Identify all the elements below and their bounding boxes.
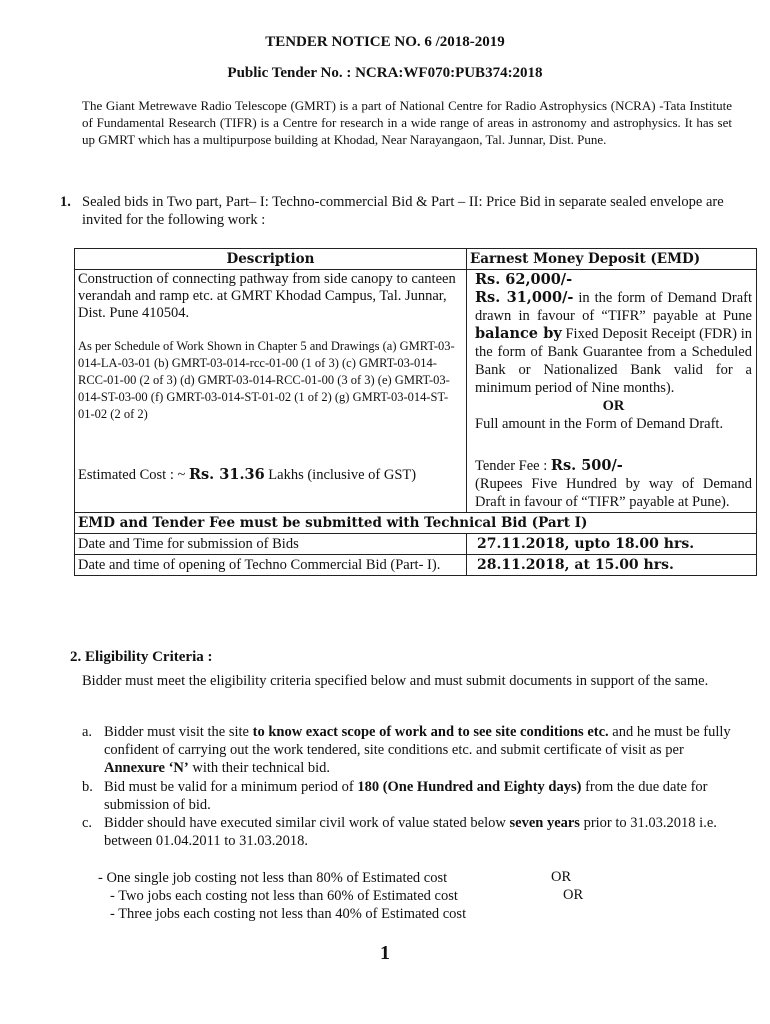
table-row (75, 270, 757, 513)
description-cell (75, 270, 467, 513)
estimated-cost-label: Estimated Cost : ~ (78, 467, 189, 483)
tender-fee-label: Tender Fee : (475, 458, 551, 474)
section-2-intro: Bidder must meet the eligibility criteria specified below and must submit documents in support of the same. (82, 673, 709, 689)
public-tender-number: Public Tender No. : NCRA:WF070:PUB374:2018 (227, 65, 543, 81)
section-1-number: 1. (60, 194, 71, 210)
criteria-text (104, 814, 740, 850)
criteria-text-part: Bidder should have executed similar civil work of value stated below (104, 815, 510, 831)
or-label: OR (563, 887, 584, 903)
table-row (75, 555, 757, 576)
section-2-number: 2 (70, 649, 78, 665)
opening-date-value: 28.11.2018, at 15.00 hrs. (467, 555, 757, 576)
table-header-row (75, 249, 757, 270)
section-2-heading (70, 649, 212, 666)
emd-submission-note: EMD and Tender Fee must be submitted with Technical Bid (Part I) (75, 513, 757, 534)
emd-cell (467, 270, 757, 513)
criteria-text-part: from the due date for submission of bid. (104, 779, 708, 813)
criteria-bold: 180 (One Hundred and Eighty days) (357, 779, 582, 795)
job-requirement: - Three jobs each costing not less than 40% of Estimated cost (110, 906, 467, 922)
tender-fee (475, 457, 752, 511)
emd-or: OR (602, 398, 625, 414)
job-requirement: - One single job costing not less than 80% of Estimated cost (98, 870, 448, 886)
emd-text-1: in the form of Demand Draft drawn in favour of “TIFR” payable at Pune (475, 290, 752, 324)
table-row (75, 513, 757, 534)
criteria-bold: seven years (509, 815, 580, 831)
work-description: Construction of connecting pathway from side canopy to canteen verandah and ramp etc. at GMRT Khodad Campus, Tal. Junnar, Dist. Pune 410504. (78, 271, 456, 321)
emd-text-2: Fixed Deposit Receipt (FDR) in the form of Bank Guarantee from a Scheduled Bank or Nationalized Bank valid for a minimum period of Nine months). (475, 326, 752, 396)
tender-table (74, 248, 757, 576)
page-number: 1 (380, 942, 390, 964)
criteria-label: a. (82, 724, 93, 740)
section-1-text: Sealed bids in Two part, Part– I: Techno-commercial Bid & Part – II: Price Bid in separate sealed envelope are invited for the following work : (82, 194, 724, 228)
criteria-text-part: prior to 31.03.2018 i.e. between 01.04.2011 to 31.03.2018. (104, 815, 717, 849)
criteria-label: b. (82, 779, 93, 795)
section-2-title: . Eligibility Criteria : (77, 649, 213, 665)
criteria-text-part: and he must be fully confident of carrying out the work tendered, site conditions etc. and submit certificate of visit as per (104, 724, 731, 758)
tender-fee-text: (Rupees Five Hundred by way of Demand Draft in favour of “TIFR” payable at Pune). (475, 476, 752, 510)
criteria-text (104, 723, 740, 777)
tender-fee-value: Rs. 500/- (550, 457, 623, 474)
or-label: OR (551, 869, 572, 885)
emd-details (475, 289, 752, 397)
criteria-text (104, 778, 740, 814)
estimated-cost (78, 466, 463, 484)
schedule-of-work: As per Schedule of Work Shown in Chapter 5 and Drawings (a) GMRT-03-014-LA-03-01 (b) GMRT-03-014-rcc-01-00 (1 of 3) (c) GMRT-03-014-RCC-01-00 (2 of 3) (d) GMRT-03-014-RCC-01-00 (3 of 3) (e) GMRT-03-014-ST-03-00 (f) GMRT-03-014-ST-01-02 (1 of 2) (g) GMRT-03-014-ST-01-02 (2 of 2) (78, 339, 455, 421)
opening-date-label: Date and time of opening of Techno Commercial Bid (Part- I). (75, 555, 467, 576)
job-requirement: - Two jobs each costing not less than 60% of Estimated cost (110, 888, 458, 904)
submission-date-value: 27.11.2018, upto 18.00 hrs. (467, 534, 757, 555)
criteria-bold: Annexure ‘N’ (104, 760, 189, 776)
estimated-cost-value: Rs. 31.36 (188, 466, 265, 483)
description-header: Description (75, 249, 467, 270)
submission-date-label: Date and Time for submission of Bids (75, 534, 467, 555)
estimated-cost-suffix: Lakhs (inclusive of GST) (264, 467, 417, 483)
criteria-bold: to know exact scope of work and to see site conditions etc. (252, 724, 609, 740)
notice-title: TENDER NOTICE NO. 6 /2018-2019 (265, 34, 505, 50)
intro-paragraph: The Giant Metrewave Radio Telescope (GMRT) is a part of National Centre for Radio Astrophysics (NCRA) -Tata Institute of Fundamental Research (TIFR) is a Centre for research in a wide range of areas in astronomy and astrophysics. It has set up GMRT which has a multipurpose building at Khodad, Near Narayangaon, Tal. Junnar, Dist. Pune. (82, 98, 732, 147)
emd-balance: balance by (475, 325, 562, 342)
emd-header: Earnest Money Deposit (EMD) (467, 249, 757, 270)
criteria-text-part: Bidder must visit the site (104, 724, 253, 740)
emd-full-amount: Full amount in the Form of Demand Draft. (475, 416, 724, 432)
criteria-text-part: Bid must be valid for a minimum period of (104, 779, 358, 795)
criteria-text-part: with their technical bid. (188, 760, 331, 776)
table-row (75, 534, 757, 555)
emd-amount: Rs. 62,000/- (475, 271, 573, 288)
emd-amount-dd: Rs. 31,000/- (475, 289, 574, 306)
criteria-label: c. (82, 815, 93, 831)
